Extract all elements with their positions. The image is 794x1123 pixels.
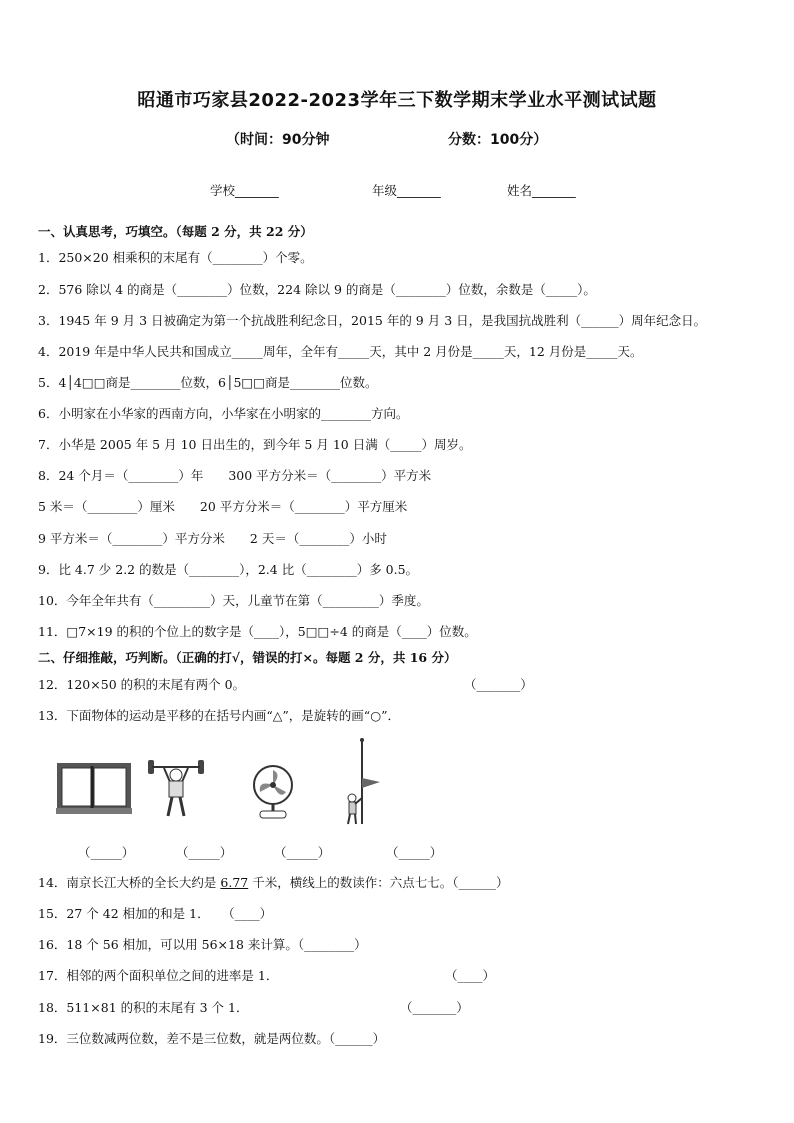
page-title: 昭通市巧家县2022-2023学年三下数学期末学业水平测试试题 bbox=[137, 90, 657, 111]
question-19: 19．三位数减两位数，差不是三位数，就是两位数。（______） bbox=[38, 1031, 386, 1046]
sliding-window-icon bbox=[56, 762, 132, 814]
question-9: 9．比 4.7 少 2.2 的数是（________），2.4 比（________）多 0.5。 bbox=[38, 562, 419, 577]
question-13: 13．下面物体的运动是平移的在括号内画“△”，是旋转的画“○”． bbox=[38, 708, 400, 723]
question-1: 1．250×20 相乘积的末尾有（________）个零。 bbox=[38, 250, 313, 265]
question-14-text: 14．南京长江大桥的全长大约是 bbox=[38, 875, 221, 890]
section-1-heading: 一、认真思考，巧填空。（每题 2 分，共 22 分） bbox=[38, 224, 313, 239]
question-2: 2．576 除以 4 的商是（________）位数，224 除以 9 的商是（________）位数，余数是（_____）。 bbox=[38, 282, 596, 297]
question-8a: 8．24 个月＝（________）年 300 平方分米＝（________）平方米 bbox=[38, 468, 432, 483]
question-15: 15．27 个 42 相加的和是 1． （____） bbox=[38, 906, 273, 921]
answer-blank-fan[interactable]: （_____） bbox=[274, 845, 331, 860]
question-5: 5．4│4□□商是________位数，6│5□□商是________位数。 bbox=[38, 375, 378, 390]
question-8c: 9 平方米＝（________）平方分米 2 天＝（________）小时 bbox=[38, 531, 387, 546]
name-field[interactable]: 姓名_______ bbox=[507, 183, 576, 198]
question-14-rest: 千米，横线上的数读作：六点七七。（______） bbox=[248, 875, 509, 890]
weightlifter-icon bbox=[146, 758, 206, 820]
question-17: 17．相邻的两个面积单位之间的进率是 1． bbox=[38, 968, 279, 983]
question-12-blank[interactable]: （_______） bbox=[464, 677, 533, 692]
question-4: 4．2019 年是中华人民共和国成立_____周年，全年有_____天，其中 2 月份是_____天，12 月份是_____天。 bbox=[38, 344, 643, 359]
total-score: 分数：100分） bbox=[448, 132, 548, 148]
question-7: 7．小华是 2005 年 5 月 10 日出生的，到今年 5 月 10 日满（_____）周岁。 bbox=[38, 437, 472, 452]
question-10: 10．今年全年共有（_________）天，儿童节在第（_________）季度。 bbox=[38, 593, 429, 608]
question-11: 11．□7×19 的积的个位上的数字是（____），5□□÷4 的商是（____）位数。 bbox=[38, 624, 477, 639]
time-limit: （时间：90分钟 bbox=[226, 132, 330, 148]
question-14 bbox=[38, 874, 508, 892]
question-8b: 5 米＝（________）厘米 20 平方分米＝（________）平方厘米 bbox=[38, 499, 408, 514]
flag-raising-icon bbox=[342, 738, 386, 826]
question-3: 3．1945 年 9 月 3 日被确定为第一个抗战胜利纪念日，2015 年的 9 月 3 日，是我国抗战胜利（______）周年纪念日。 bbox=[38, 313, 707, 328]
question-13-pictures bbox=[50, 738, 470, 828]
question-6: 6．小明家在小华家的西南方向，小华家在小明家的________方向。 bbox=[38, 406, 409, 421]
answer-blank-window[interactable]: （_____） bbox=[78, 845, 135, 860]
answer-blank-weightlifter[interactable]: （_____） bbox=[176, 845, 233, 860]
section-2-heading: 二、仔细推敲，巧判断。（正确的打√，错误的打×。每题 2 分，共 16 分） bbox=[38, 650, 457, 665]
school-field[interactable]: 学校_______ bbox=[210, 183, 279, 198]
question-18-blank[interactable]: （_______） bbox=[400, 1000, 469, 1015]
question-18: 18．511×81 的积的末尾有 3 个 1． bbox=[38, 1000, 249, 1015]
grade-field[interactable]: 年级_______ bbox=[372, 183, 441, 198]
question-16: 16．18 个 56 相加，可以用 56×18 来计算。（________） bbox=[38, 937, 367, 952]
question-12: 12．120×50 的积的末尾有两个 0。 bbox=[38, 677, 246, 692]
question-17-blank[interactable]: （____） bbox=[445, 968, 496, 983]
electric-fan-icon bbox=[250, 764, 296, 820]
question-14-number: 6.77 bbox=[220, 875, 249, 890]
answer-blank-flag[interactable]: （_____） bbox=[386, 845, 443, 860]
